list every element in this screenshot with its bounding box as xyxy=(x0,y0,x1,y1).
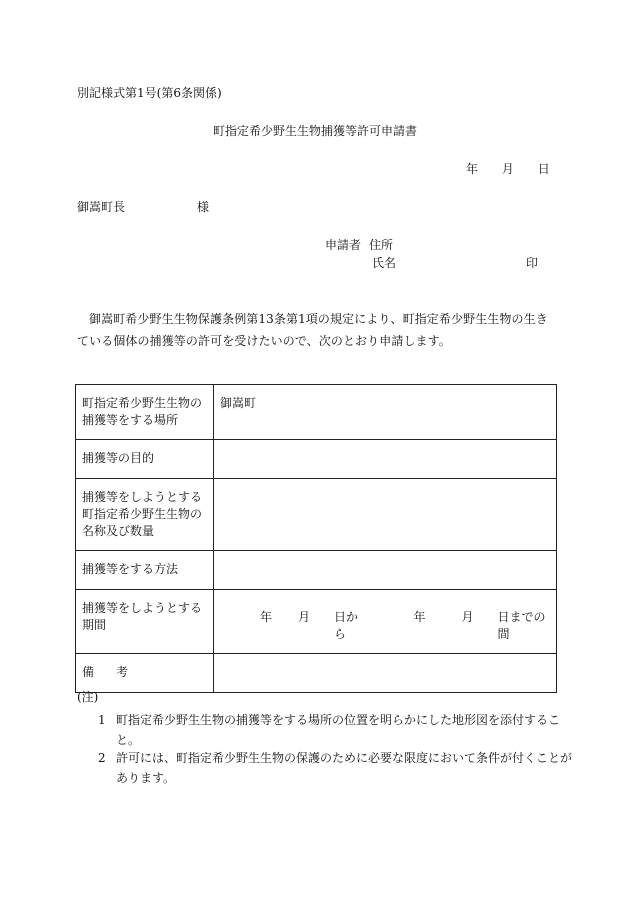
table-row xyxy=(76,385,557,440)
note-item-1 xyxy=(98,710,576,750)
row-value-method[interactable] xyxy=(214,551,557,590)
notes-heading: (注) xyxy=(77,690,99,704)
period-year-end: 年 xyxy=(413,610,426,624)
note-item-2 xyxy=(98,748,576,788)
note-text: 許可には、町指定希少野生生物の保護のために必要な限度において条件が付くことがあります。 xyxy=(116,751,573,785)
row-label-period: 捕獲等をしようとする期間 xyxy=(76,590,214,654)
form-number: 別記様式第1号(第6条関係) xyxy=(77,86,222,100)
row-value-remarks[interactable] xyxy=(214,654,557,693)
period-fields xyxy=(220,600,550,643)
application-date xyxy=(466,160,550,177)
period-day-end: 日までの間 xyxy=(497,610,546,641)
table-row xyxy=(76,551,557,590)
applicant-label: 申請者 xyxy=(325,238,362,252)
application-statement: 御嵩町希少野生生物保護条例第13条第1項の規定により、町指定希少野生生物の生きている個体の捕獲等の許可を受けたいので、次のとおり申請します。 xyxy=(77,312,548,348)
row-value-purpose[interactable] xyxy=(214,440,557,479)
row-value-species[interactable] xyxy=(214,479,557,551)
row-label-location: 町指定希少野生生物の捕獲等をする場所 xyxy=(76,385,214,440)
row-value-location[interactable]: 御嵩町 xyxy=(214,385,557,440)
date-month: 月 xyxy=(501,162,514,176)
application-form-table xyxy=(75,384,557,693)
table-row xyxy=(76,440,557,479)
row-label-purpose: 捕獲等の目的 xyxy=(76,440,214,479)
page-title: 町指定希少野生生物捕獲等許可申請書 xyxy=(212,124,417,138)
date-day: 日 xyxy=(537,162,550,176)
row-label-remarks xyxy=(76,654,214,693)
row-value-period[interactable] xyxy=(214,590,557,654)
period-month-end: 月 xyxy=(461,610,474,624)
addressee-honorific: 様 xyxy=(197,200,210,214)
period-month-start: 月 xyxy=(298,610,311,624)
row-label-species: 捕獲等をしようとする町指定希少野生生物の名称及び数量 xyxy=(76,479,214,551)
address-label: 住所 xyxy=(369,238,394,252)
addressee xyxy=(77,198,209,215)
table-row xyxy=(76,590,557,654)
note-number: 1 xyxy=(98,713,106,727)
period-year-start: 年 xyxy=(260,610,273,624)
period-day-start: 日から xyxy=(334,610,359,641)
note-text: 町指定希少野生生物の捕獲等をする場所の位置を明らかにした地形図を添付すること。 xyxy=(116,713,561,747)
addressee-name: 御嵩町長 xyxy=(77,200,126,214)
applicant-name-label: 氏名 xyxy=(372,256,397,270)
remarks-char-2: 考 xyxy=(116,665,129,679)
applicant-address-line xyxy=(325,236,393,253)
remarks-char-1: 備 xyxy=(82,665,95,679)
date-year: 年 xyxy=(466,162,479,176)
row-label-method: 捕獲等をする方法 xyxy=(76,551,214,590)
seal-mark: 印 xyxy=(526,256,539,270)
note-number: 2 xyxy=(98,751,106,765)
table-row xyxy=(76,654,557,693)
table-row xyxy=(76,479,557,551)
